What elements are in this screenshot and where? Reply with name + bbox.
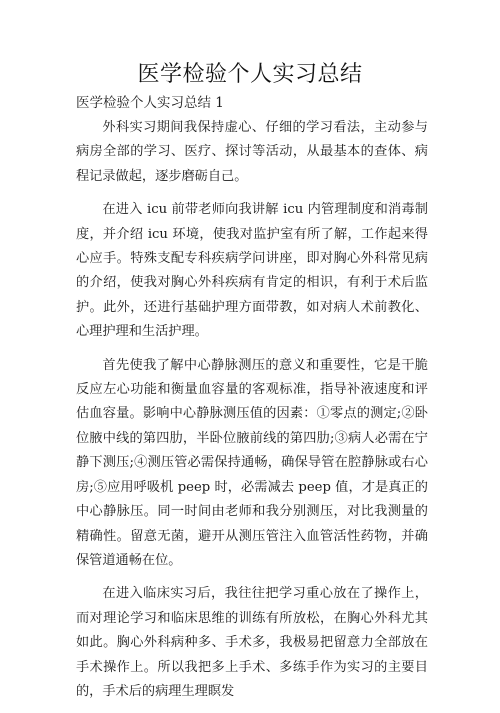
paragraph-3: 首先使我了解中心静脉测压的意义和重要性，它是干脆反应左心功能和衡量血容量的客观标准，指导补液速度和评估血容量。影响中心静脉测压值的因素：①零点的测定;②卧位腋中线的第四肋，半卧位腋前线的第四肋;③病人必需在宁静下测压;④测压管必需保持通畅，确保导管在腔静脉或右心房;⑤应用呼吸机 peep 时，必需减去 peep 值，才是真正的中心静脉压。同一时间由老师和我分别测压，对比我测量的精确性。留意无菌，避开从测压管注入血管活性药物，并确保管道通畅在位。 xyxy=(76,357,428,568)
paragraph-2: 在进入 icu 前带老师向我讲解 icu 内管理制度和消毒制度，并介绍 icu 环境，使我对监护室有所了解，工作起来得心应手。特殊支配专科疾病学问讲座，即对胸心外科常见病的介绍，使我对胸心外科疾病有肯定的相识，有利于术后监护。此外，还进行基础护理方面带教，如对病人术前教化、心理护理和生活护理。 xyxy=(76,202,428,340)
paragraph-4: 在进入临床实习后，我往往把学习重心放在了操作上，而对理论学习和临床思维的训练有所放松，在胸心外科尤其如此。胸心外科病种多、手术多，我极易把留意力全部放在手术操作上。所以我把多上手术、多练手作为实习的主要目的，手术后的病理生理瞑发 xyxy=(76,586,428,699)
document-body xyxy=(76,116,428,713)
document-title: 医学检验个人实习总结 xyxy=(137,62,363,87)
paragraph-1: 外科实习期间我保持虚心、仔细的学习看法，主动参与病房全部的学习、医疗、探讨等活动，从最基本的查体、病程记录做起，逐步磨砺自己。 xyxy=(76,120,428,184)
document-subtitle: 医学检验个人实习总结 1 xyxy=(76,95,224,111)
